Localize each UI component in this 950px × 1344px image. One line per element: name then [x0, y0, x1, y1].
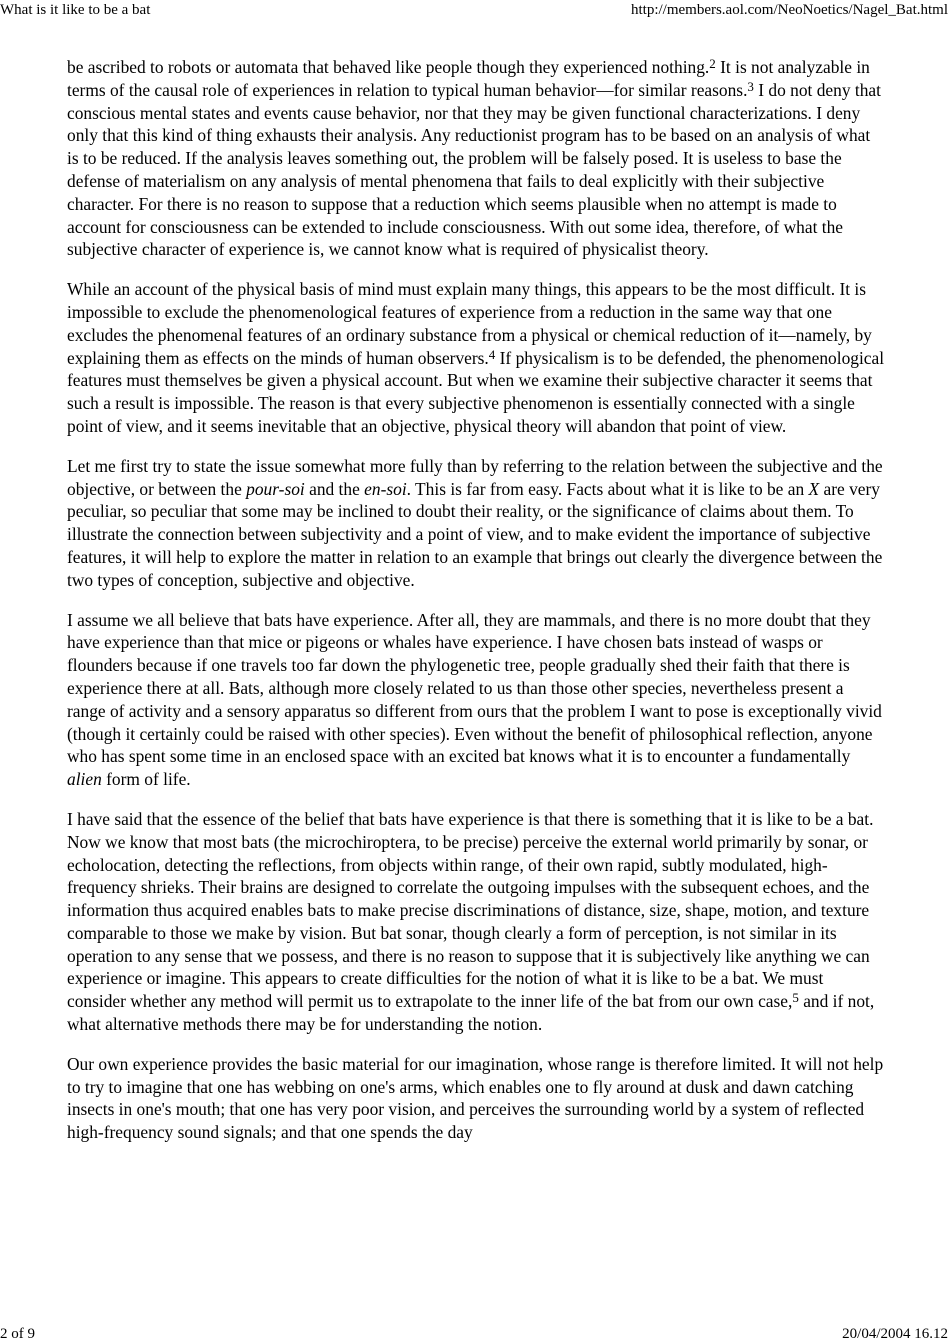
page-title: What is it like to be a bat — [0, 2, 151, 18]
text: I do not deny that conscious mental states and events cause behavior, nor that they may be given functional characterizations. I deny only that this kind of thing exhausts their analysis. Any reductionist program has to be based on an analysis of what is to be reduced. If the analysis leaves something out, the problem will be falsely posed. It is useless to base the defense of materialism on any analysis of mental phenomena that fails to deal explicitly with their subjective character. For there is no reason to suppose that a reduction which seems plausible when no attempt is made to account for consciousness can be extended to include consciousness. With out some idea, therefore, of what the subjective character of experience is, we cannot know what is required of physicalist theory. — [67, 79, 881, 260]
paragraph-4 — [67, 609, 885, 791]
text: and the — [304, 478, 365, 499]
paragraph-2 — [67, 278, 885, 438]
paragraph-6 — [67, 1053, 885, 1144]
footnote-ref-2[interactable]: 2 — [709, 56, 716, 71]
text: If physicalism is to be defended, the phenomenological features must themselves be given a physical account. But when we examine their subjective character it seems that such a result is impossible. The reason is that every subjective phenomenon is essentially connected with a single point of view, and it seems inevitable that an objective, physical theory will abandon that point of view. — [67, 347, 885, 436]
article-body — [67, 56, 885, 1161]
text: I have said that the essence of the belief that bats have experience is that there is something that it is like to be a bat. Now we know that most bats (the microchiroptera, to be precise) perceive the external world primarily by sonar, or echolocation, detecting the reflections, from objects within range, of their own rapid, subtly modulated, high-frequency shrieks. Their brains are designed to correlate the outgoing impulses with the subsequent echoes, and the information thus acquired enables bats to make precise discriminations of distance, size, shape, motion, and texture comparable to those we make by vision. But bat sonar, though clearly a form of perception, is not similar in its operation to any sense that we possess, and there is no reason to suppose that it is subjectively like anything we can experience or imagine. This appears to create difficulties for the notion of what it is like to be a bat. We must consider whether any method will permit us to extrapolate to the inner life of the bat from our own case, — [67, 808, 874, 1012]
paragraph-1 — [67, 56, 885, 261]
paragraph-5 — [67, 808, 885, 1036]
text: It is not analyzable in terms of the causal role of experiences in relation to typical human behavior—for similar reasons. — [67, 57, 870, 100]
page-number: 2 of 9 — [0, 1326, 35, 1342]
emphasis-en-soi: en-soi — [364, 478, 407, 499]
text: Our own experience provides the basic material for our imagination, whose range is therefore limited. It will not help to try to imagine that one has webbing on one's arms, which enables one to fly around at dusk and dawn catching insects in one's mouth; that one has very poor vision, and perceives the surrounding world by a system of reflected high-frequency sound signals; and that one spends the day — [67, 1053, 884, 1143]
paragraph-3 — [67, 455, 885, 592]
print-header — [0, 0, 950, 20]
text: form of life. — [101, 769, 191, 790]
text: and if not, what alternative methods there may be for understanding the notion. — [67, 991, 875, 1035]
text: I assume we all believe that bats have experience. After all, they are mammals, and there is no more doubt that they have experience than that mice or pigeons or whales have experience. I have chosen bats instead of wasps or flounders because if one travels too far down the phylogenetic tree, people gradually shed their faith that there is experience there at all. Bats, although more closely related to us than those other species, nevertheless present a range of activity and a sensory apparatus so different from ours that the problem I want to pose is exceptionally vivid (though it certainly could be raised with other species). Even without the benefit of philosophical reflection, anyone who has spent some time in an enclosed space with an excited bat knows what it is to encounter a fundamentally — [67, 609, 882, 767]
print-datetime: 20/04/2004 16.12 — [842, 1326, 948, 1342]
footnote-ref-3[interactable]: 3 — [747, 78, 754, 94]
print-footer — [0, 1324, 950, 1344]
footnote-ref-4[interactable]: 4 — [488, 346, 496, 362]
footnote-ref-5[interactable]: 5 — [792, 990, 799, 1006]
text: Let me first try to state the issue somewhat more fully than by referring to the relation between the subjective and the objective, or between the — [67, 455, 883, 499]
text: are very peculiar, so peculiar that some may be inclined to doubt their reality, or the significance of claims about them. To illustrate the connection between subjectivity and a point of view, and to make evident the importance of subjective features, it will help to explore the matter in relation to an example that brings out clearly the divergence between the two types of conception, subjective and objective. — [67, 478, 883, 590]
emphasis-alien: alien — [67, 769, 102, 790]
text: While an account of the physical basis of mind must explain many things, this appears to be the most difficult. It is impossible to exclude the phenomenological features of experience from a reduction in the same way that one excludes the phenomenal features of an ordinary substance from a physical or chemical reduction of it—namely, by explaining them as effects on the minds of human observers. — [67, 279, 872, 368]
emphasis-x: X — [808, 478, 820, 499]
text: be ascribed to robots or automata that behaved like people though they experienced nothing. — [67, 57, 710, 77]
text: . This is far from easy. Facts about what it is like to be an — [406, 478, 809, 499]
emphasis-pour-soi: pour-soi — [246, 478, 305, 499]
page-url: http://members.aol.com/NeoNoetics/Nagel_Bat.html — [630, 2, 948, 18]
